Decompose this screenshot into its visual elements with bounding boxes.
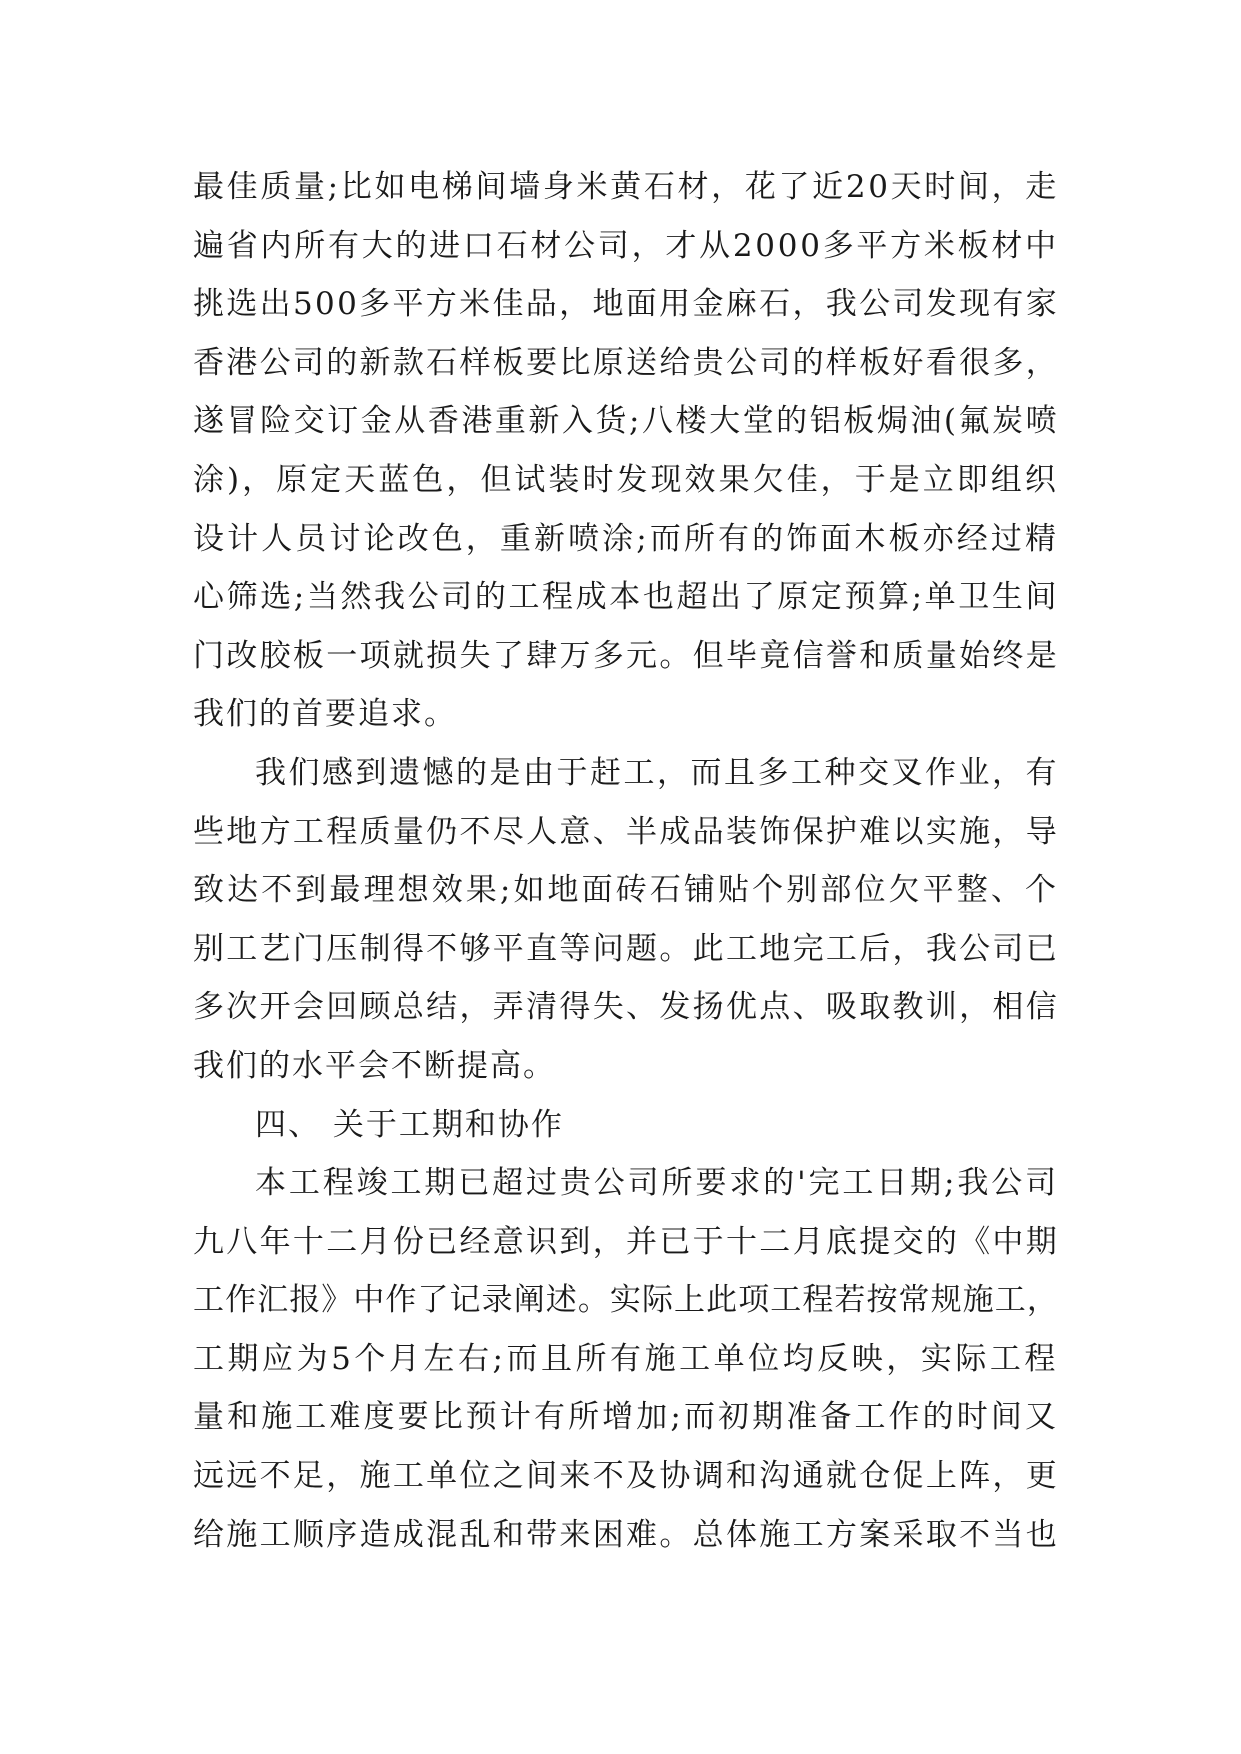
text-line: 挑选出500多平方米佳品，地面用金麻石，我公司发现有家 [193,286,1060,323]
text-line: 致达不到最理想效果;如地面砖石铺贴个别部位欠平整、个 [193,872,1060,909]
text-line: 多次开会回顾总结，弄清得失、发扬优点、吸取教训，相信 [193,989,1060,1026]
text-line: 我们的水平会不断提高。 [193,1047,556,1084]
text-line: 我们感到遗憾的是由于赶工，而且多工种交叉作业，有 [255,754,1059,791]
text-line: 九八年十二月份已经意识到，并已于十二月底提交的《中期 [193,1223,1060,1260]
text-line: 给施工顺序造成混乱和带来困难。总体施工方案采取不当也 [193,1516,1060,1553]
text-line: 门改胶板一项就损失了肆万多元。但毕竟信誉和质量始终是 [193,637,1060,674]
text-line: 遍省内所有大的进口石材公司，才从2000多平方米板材中 [193,227,1059,264]
text-line: 四、 关于工期和协作 [255,1106,564,1143]
text-line: 我们的首要追求。 [193,696,457,733]
text-line: 本工程竣工期已超过贵公司所要求的'完工日期;我公司 [255,1165,1059,1202]
text-line: 最佳质量;比如电梯间墙身米黄石材，花了近20天时间，走 [193,169,1059,205]
text-line: 遂冒险交订金从香港重新入货;八楼大堂的铝板焗油(氟炭喷 [193,403,1060,440]
text-line: 香港公司的新款石样板要比原送给贵公司的样板好看很多， [193,344,1060,381]
text-line: 设计人员讨论改色，重新喷涂;而所有的饰面木板亦经过精 [193,520,1060,557]
text-line: 工期应为5个月左右;而且所有施工单位均反映，实际工程 [193,1340,1059,1377]
text-line: 量和施工难度要比预计有所增加;而初期准备工作的时间又 [193,1399,1060,1436]
text-line: 涂)，原定天蓝色，但试装时发现效果欠佳，于是立即组织 [193,461,1059,498]
text-line: 工作汇报》中作了记录阐述。实际上此项工程若按常规施工， [193,1282,1059,1319]
text-line: 些地方工程质量仍不尽人意、半成品装饰保护难以实施，导 [193,813,1060,850]
text-line: 别工艺门压制得不够平直等问题。此工地完工后，我公司已 [193,930,1060,967]
text-line: 心筛选;当然我公司的工程成本也超出了原定预算;单卫生间 [193,579,1060,616]
text-line: 远远不足，施工单位之间来不及协调和沟通就仓促上阵，更 [193,1458,1060,1495]
document-body [193,158,1059,1564]
